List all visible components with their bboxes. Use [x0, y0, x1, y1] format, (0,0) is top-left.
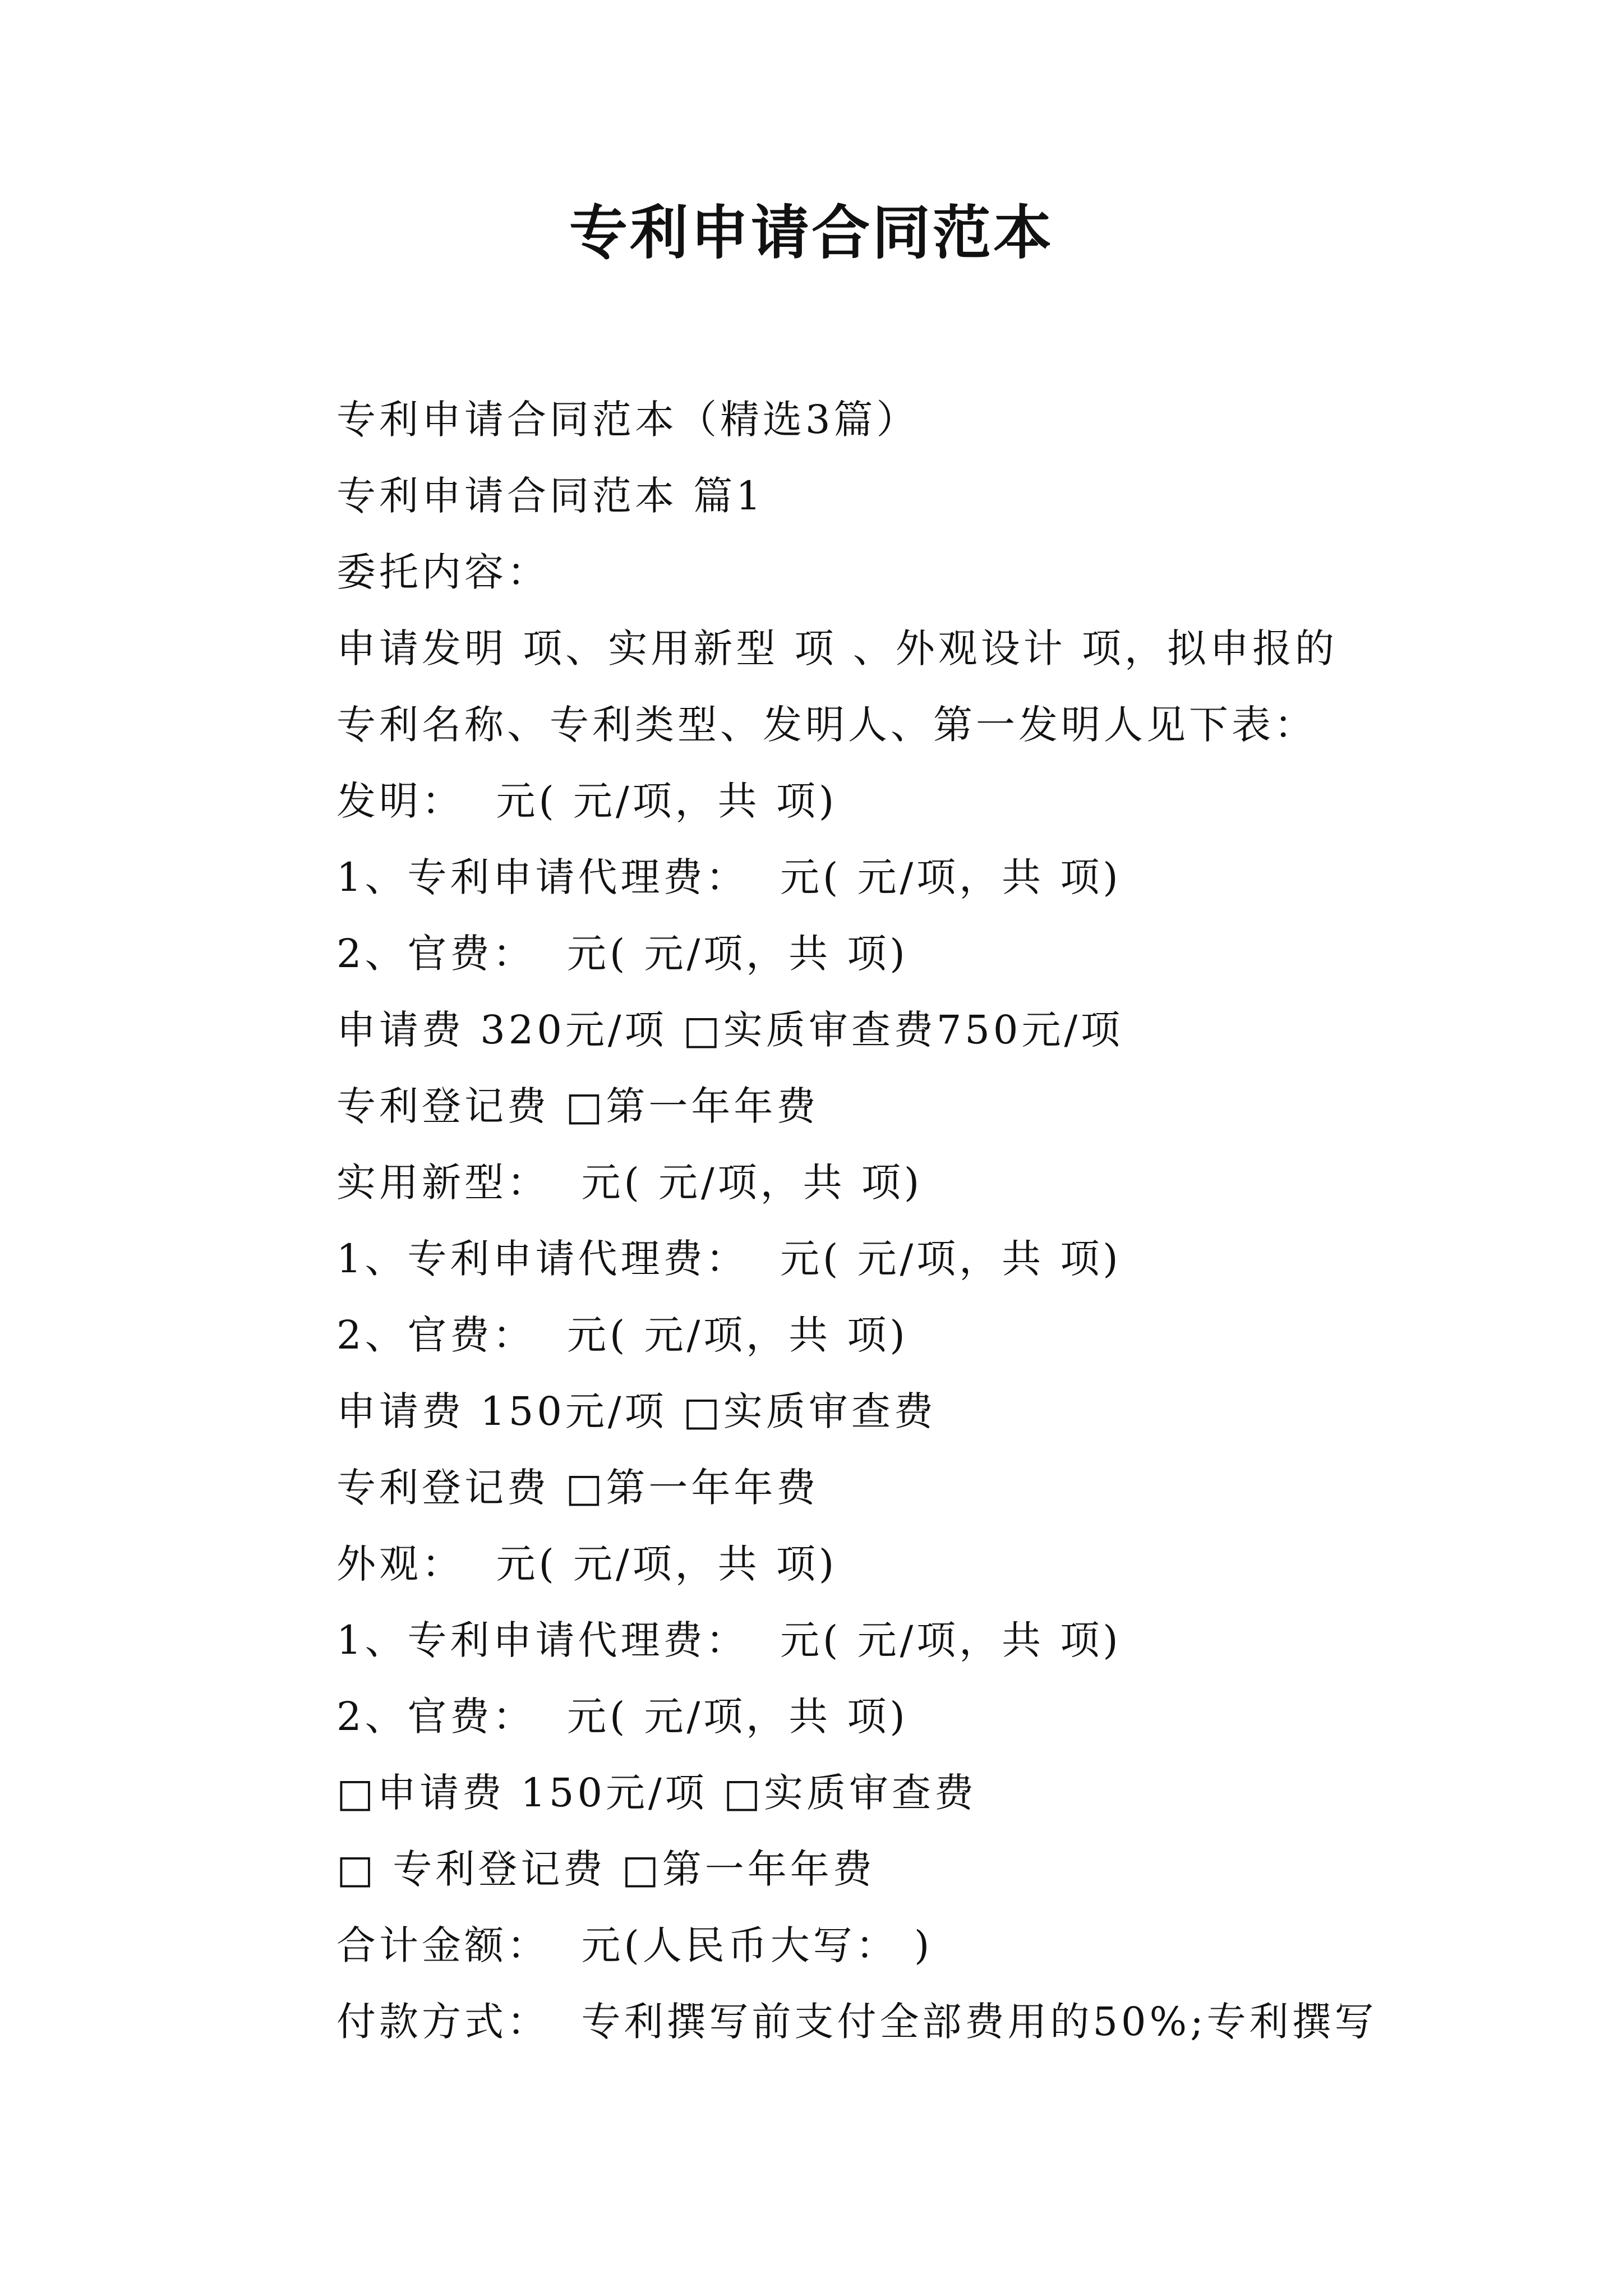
document-line: 2、官费： 元( 元/项，共 项) — [336, 1694, 909, 1740]
document-line: 申请发明 项、实用新型 项 、外观设计 项，拟申报的 — [336, 625, 1338, 671]
document-line: 发明： 元( 元/项，共 项) — [336, 778, 838, 824]
document-line: 专利名称、专利类型、发明人、第一发明人见下表： — [336, 702, 1317, 748]
document-line: 外观： 元( 元/项，共 项) — [336, 1541, 838, 1587]
document-line: 专利登记费 □第一年年费 — [336, 1083, 819, 1129]
document-line: 专利申请合同范本 篇1 — [336, 473, 764, 519]
document-line: 2、官费： 元( 元/项，共 项) — [336, 1312, 909, 1358]
document-line: □ 专利登记费 □第一年年费 — [336, 1846, 875, 1892]
document-line: 1、专利申请代理费： 元( 元/项，共 项) — [336, 854, 1122, 900]
document-line: □申请费 150元/项 □实质审查费 — [336, 1770, 977, 1816]
document-line: 委托内容： — [336, 549, 550, 595]
document-line: 申请费 320元/项 □实质审查费750元/项 — [336, 1007, 1124, 1053]
document-line: 专利登记费 □第一年年费 — [336, 1465, 819, 1511]
document-line: 付款方式： 专利撰写前支付全部费用的50%;专利撰写 — [336, 1999, 1377, 2045]
document-line: 2、官费： 元( 元/项，共 项) — [336, 931, 909, 977]
document-body — [336, 381, 1458, 2060]
document-line: 1、专利申请代理费： 元( 元/项，共 项) — [336, 1236, 1122, 1282]
document-line: 合计金额： 元(人民币大写： ) — [336, 1922, 933, 1968]
document-title: 专利申请合同范本 — [569, 198, 1054, 267]
document-line: 1、专利申请代理费： 元( 元/项，共 项) — [336, 1617, 1122, 1663]
document-line: 实用新型： 元( 元/项，共 项) — [336, 1159, 923, 1205]
document-line: 专利申请合同范本（精选3篇） — [336, 397, 919, 443]
document-line: 申请费 150元/项 □实质审查费 — [336, 1388, 937, 1434]
